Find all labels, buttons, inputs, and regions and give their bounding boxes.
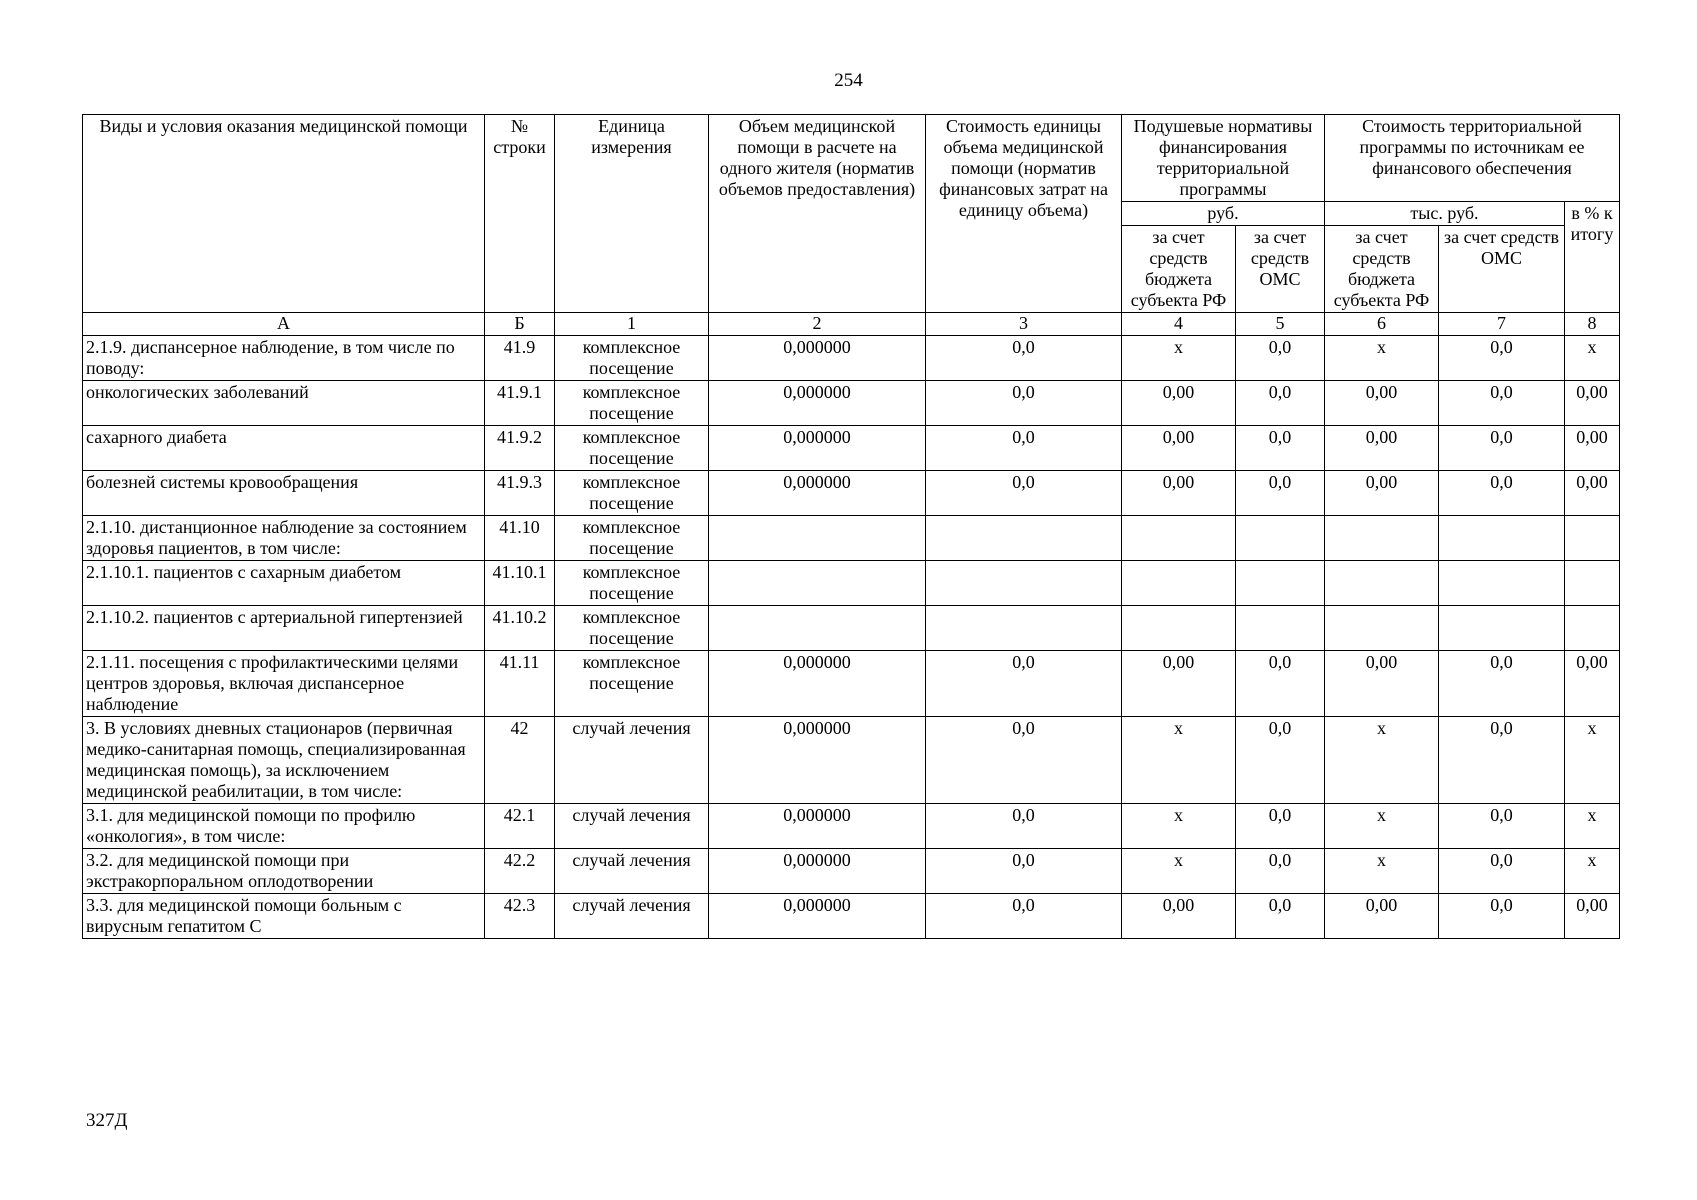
unit-cell: комплексное посещение — [555, 336, 709, 381]
table-row — [83, 894, 1620, 939]
unit-cell: случай лечения — [555, 894, 709, 939]
per-capita-oms-cell: 0,0 — [1236, 471, 1325, 516]
cost-budget-cell — [1325, 561, 1439, 606]
per-capita-oms-cell: 0,0 — [1236, 849, 1325, 894]
percent-cell — [1565, 606, 1620, 651]
row-number-cell: 42.1 — [485, 804, 555, 849]
header-group-cost: Стоимость территориальной программы по источникам ее финансового обеспечения — [1325, 115, 1620, 202]
row-number-cell: 41.9 — [485, 336, 555, 381]
table-row — [83, 717, 1620, 804]
unit-cell: комплексное посещение — [555, 381, 709, 426]
cost-budget-cell: х — [1325, 804, 1439, 849]
per-capita-budget-cell: 0,00 — [1122, 471, 1236, 516]
cost-budget-cell: х — [1325, 849, 1439, 894]
volume-cell: 0,000000 — [709, 717, 926, 804]
cost-budget-cell: 0,00 — [1325, 651, 1439, 717]
table-row — [83, 336, 1620, 381]
unit-cost-cell: 0,0 — [926, 381, 1122, 426]
index-cell: 6 — [1325, 313, 1439, 336]
header-row-1 — [83, 115, 1620, 202]
per-capita-oms-cell — [1236, 606, 1325, 651]
header-col-3: Стоимость единицы объема медицинской помощи (норматив финансовых затрат на единицу объема) — [926, 115, 1122, 313]
cost-budget-cell: 0,00 — [1325, 381, 1439, 426]
row-number-cell: 42 — [485, 717, 555, 804]
header-col-6: за счет средств бюджета субъекта РФ — [1325, 226, 1439, 313]
cost-oms-cell — [1439, 561, 1565, 606]
volume-cell: 0,000000 — [709, 804, 926, 849]
unit-cost-cell: 0,0 — [926, 894, 1122, 939]
row-number-cell: 42.3 — [485, 894, 555, 939]
financing-table — [82, 114, 1620, 939]
volume-cell: 0,000000 — [709, 381, 926, 426]
per-capita-oms-cell: 0,0 — [1236, 336, 1325, 381]
per-capita-budget-cell: 0,00 — [1122, 381, 1236, 426]
percent-cell: 0,00 — [1565, 651, 1620, 717]
index-cell: 8 — [1565, 313, 1620, 336]
header-col-4: за счет средств бюджета субъекта РФ — [1122, 226, 1236, 313]
volume-cell: 0,000000 — [709, 849, 926, 894]
percent-cell: х — [1565, 336, 1620, 381]
cost-oms-cell: 0,0 — [1439, 381, 1565, 426]
cost-budget-cell: х — [1325, 336, 1439, 381]
row-name-cell: 2.1.10. дистанционное наблюдение за состоянием здоровья пациентов, в том числе: — [83, 516, 485, 561]
footer-document-code: 327Д — [86, 1110, 128, 1131]
table-row — [83, 381, 1620, 426]
percent-cell: 0,00 — [1565, 381, 1620, 426]
unit-cell: комплексное посещение — [555, 561, 709, 606]
cost-oms-cell: 0,0 — [1439, 849, 1565, 894]
volume-cell: 0,000000 — [709, 336, 926, 381]
percent-cell — [1565, 516, 1620, 561]
per-capita-oms-cell — [1236, 561, 1325, 606]
table-body — [83, 336, 1620, 939]
percent-cell: х — [1565, 717, 1620, 804]
row-name-cell: 2.1.10.2. пациентов с артериальной гипертензией — [83, 606, 485, 651]
per-capita-budget-cell: х — [1122, 849, 1236, 894]
row-name-cell: 3.1. для медицинской помощи по профилю «онкология», в том числе: — [83, 804, 485, 849]
volume-cell: 0,000000 — [709, 651, 926, 717]
cost-budget-cell: х — [1325, 717, 1439, 804]
per-capita-budget-cell: 0,00 — [1122, 651, 1236, 717]
unit-cost-cell: 0,0 — [926, 717, 1122, 804]
cost-oms-cell: 0,0 — [1439, 471, 1565, 516]
row-number-cell: 41.9.1 — [485, 381, 555, 426]
per-capita-oms-cell: 0,0 — [1236, 381, 1325, 426]
header-unit-thousand-rub: тыс. руб. — [1325, 202, 1565, 226]
cost-oms-cell — [1439, 606, 1565, 651]
row-number-cell: 42.2 — [485, 849, 555, 894]
row-number-cell: 41.9.2 — [485, 426, 555, 471]
cost-budget-cell: 0,00 — [1325, 471, 1439, 516]
per-capita-budget-cell — [1122, 606, 1236, 651]
unit-cost-cell: 0,0 — [926, 651, 1122, 717]
row-name-cell: сахарного диабета — [83, 426, 485, 471]
header-col-2: Объем медицинской помощи в расчете на одного жителя (норматив объемов предоставления) — [709, 115, 926, 313]
unit-cell: комплексное посещение — [555, 516, 709, 561]
unit-cell: комплексное посещение — [555, 651, 709, 717]
per-capita-budget-cell: 0,00 — [1122, 426, 1236, 471]
header-percent-total: в % к итогу — [1565, 202, 1620, 313]
row-number-cell: 41.10.2 — [485, 606, 555, 651]
unit-cost-cell: 0,0 — [926, 804, 1122, 849]
header-col-1: Единица измерения — [555, 115, 709, 313]
index-cell: 5 — [1236, 313, 1325, 336]
row-name-cell: 3.2. для медицинской помощи при экстракорпоральном оплодотворении — [83, 849, 485, 894]
percent-cell: 0,00 — [1565, 471, 1620, 516]
unit-cell: комплексное посещение — [555, 426, 709, 471]
header-col-5: за счет средств ОМС — [1236, 226, 1325, 313]
cost-budget-cell — [1325, 606, 1439, 651]
per-capita-oms-cell — [1236, 516, 1325, 561]
per-capita-budget-cell — [1122, 516, 1236, 561]
cost-budget-cell — [1325, 516, 1439, 561]
header-col-7: за счет средств ОМС — [1439, 226, 1565, 313]
table-row — [83, 516, 1620, 561]
cost-oms-cell: 0,0 — [1439, 426, 1565, 471]
row-name-cell: онкологических заболеваний — [83, 381, 485, 426]
unit-cost-cell — [926, 561, 1122, 606]
row-name-cell: болезней системы кровообращения — [83, 471, 485, 516]
per-capita-budget-cell: 0,00 — [1122, 894, 1236, 939]
row-number-cell: 41.10.1 — [485, 561, 555, 606]
per-capita-oms-cell: 0,0 — [1236, 651, 1325, 717]
unit-cell: комплексное посещение — [555, 471, 709, 516]
per-capita-budget-cell: х — [1122, 717, 1236, 804]
cost-oms-cell: 0,0 — [1439, 717, 1565, 804]
percent-cell: х — [1565, 849, 1620, 894]
index-cell: А — [83, 313, 485, 336]
index-cell: Б — [485, 313, 555, 336]
column-index-row — [83, 313, 1620, 336]
volume-cell — [709, 516, 926, 561]
page-number: 254 — [834, 70, 863, 91]
percent-cell — [1565, 561, 1620, 606]
cost-oms-cell: 0,0 — [1439, 336, 1565, 381]
row-name-cell: 2.1.10.1. пациентов с сахарным диабетом — [83, 561, 485, 606]
index-cell: 1 — [555, 313, 709, 336]
cost-budget-cell: 0,00 — [1325, 894, 1439, 939]
volume-cell — [709, 561, 926, 606]
volume-cell: 0,000000 — [709, 426, 926, 471]
cost-oms-cell: 0,0 — [1439, 651, 1565, 717]
volume-cell: 0,000000 — [709, 894, 926, 939]
unit-cost-cell: 0,0 — [926, 849, 1122, 894]
cost-oms-cell — [1439, 516, 1565, 561]
unit-cell: комплексное посещение — [555, 606, 709, 651]
header-col-b: № строки — [485, 115, 555, 313]
row-number-cell: 41.9.3 — [485, 471, 555, 516]
table-row — [83, 849, 1620, 894]
per-capita-oms-cell: 0,0 — [1236, 426, 1325, 471]
header-group-per-capita: Подушевые нормативы финансирования территориальной программы — [1122, 115, 1325, 202]
volume-cell: 0,000000 — [709, 471, 926, 516]
unit-cost-cell: 0,0 — [926, 426, 1122, 471]
per-capita-oms-cell: 0,0 — [1236, 717, 1325, 804]
row-name-cell: 2.1.9. диспансерное наблюдение, в том числе по поводу: — [83, 336, 485, 381]
volume-cell — [709, 606, 926, 651]
cost-oms-cell: 0,0 — [1439, 894, 1565, 939]
unit-cell: случай лечения — [555, 804, 709, 849]
table-row — [83, 471, 1620, 516]
row-name-cell: 3.3. для медицинской помощи больным с вирусным гепатитом С — [83, 894, 485, 939]
index-cell: 2 — [709, 313, 926, 336]
percent-cell: 0,00 — [1565, 894, 1620, 939]
table-row — [83, 606, 1620, 651]
row-number-cell: 41.10 — [485, 516, 555, 561]
unit-cost-cell — [926, 606, 1122, 651]
table-row — [83, 804, 1620, 849]
table-row — [83, 426, 1620, 471]
row-name-cell: 2.1.11. посещения с профилактическими целями центров здоровья, включая диспансерное наблюдение — [83, 651, 485, 717]
table-row — [83, 651, 1620, 717]
unit-cost-cell — [926, 516, 1122, 561]
percent-cell: 0,00 — [1565, 426, 1620, 471]
per-capita-budget-cell — [1122, 561, 1236, 606]
per-capita-budget-cell: х — [1122, 804, 1236, 849]
per-capita-oms-cell: 0,0 — [1236, 894, 1325, 939]
per-capita-oms-cell: 0,0 — [1236, 804, 1325, 849]
table-row — [83, 561, 1620, 606]
index-cell: 7 — [1439, 313, 1565, 336]
percent-cell: х — [1565, 804, 1620, 849]
unit-cost-cell: 0,0 — [926, 336, 1122, 381]
cost-budget-cell: 0,00 — [1325, 426, 1439, 471]
row-name-cell: 3. В условиях дневных стационаров (первичная медико-санитарная помощь, специализированная медицинская помощь), за исключением медицинской реабилитации, в том числе: — [83, 717, 485, 804]
header-unit-rub: руб. — [1122, 202, 1325, 226]
cost-oms-cell: 0,0 — [1439, 804, 1565, 849]
per-capita-budget-cell: х — [1122, 336, 1236, 381]
index-cell: 3 — [926, 313, 1122, 336]
index-cell: 4 — [1122, 313, 1236, 336]
unit-cost-cell: 0,0 — [926, 471, 1122, 516]
unit-cell: случай лечения — [555, 849, 709, 894]
unit-cell: случай лечения — [555, 717, 709, 804]
row-number-cell: 41.11 — [485, 651, 555, 717]
header-col-a: Виды и условия оказания медицинской помощи — [83, 115, 485, 313]
